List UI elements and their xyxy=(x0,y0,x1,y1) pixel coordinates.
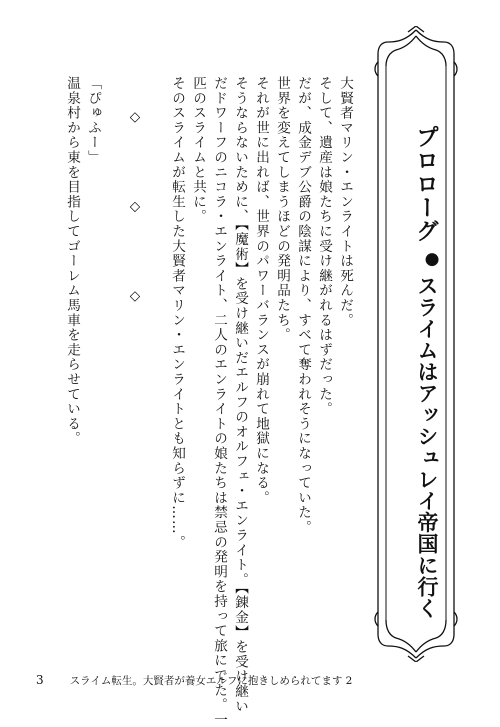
running-title: スライム転生。大賢者が養女エルフに抱きしめられてます 2 xyxy=(69,674,353,687)
paragraph: 匹のスライムと共に。 xyxy=(190,76,206,224)
paragraph: そして、遺産は娘たちに受け継がれるはずだった。 xyxy=(316,76,332,417)
chapter-title xyxy=(390,112,442,632)
chapter-title-sub: スライムはアッシュレイ帝国に行く xyxy=(415,274,439,619)
paragraph: 大賢者マリン・エンライトは死んだ。 xyxy=(337,76,353,328)
scene-break: ◇ ◇ ◇ xyxy=(127,108,143,334)
paragraph: 「ぴゅふー」 xyxy=(85,76,101,165)
paragraph: 温泉村から東を目指してゴーレム馬車を走らせている。 xyxy=(64,76,80,446)
paragraph: それが世に出れば、世界のパワーバランスが崩れて地獄になる。 xyxy=(253,76,269,506)
page-footer xyxy=(36,670,352,690)
chapter-title-main: プロローグ xyxy=(412,125,438,243)
paragraph: そのスライムが転生した大賢者マリン・エンライトとも知らずに……。 xyxy=(169,76,185,550)
paragraph: だドワーフのニコラ・エンライト、二人のエンライトの娘たちは禁忌の発明を持って旅にでた。一 xyxy=(211,76,227,727)
paragraph: 世界を変えてしまうほどの発明品たち。 xyxy=(274,76,290,343)
blank-line xyxy=(103,76,124,648)
chapter-title-frame xyxy=(368,26,464,662)
title-bullet-icon: ● xyxy=(422,248,442,269)
paragraph: そうならないために、【魔術】を受け継いだエルフのオルフェ・エンライト。【錬金】を受け継い xyxy=(232,76,248,714)
page-number: 3 xyxy=(36,673,44,687)
blank-line xyxy=(145,76,166,648)
paragraph: だが、成金デブ公爵の陰謀により、すべて奪われそうになっていた。 xyxy=(295,76,311,535)
